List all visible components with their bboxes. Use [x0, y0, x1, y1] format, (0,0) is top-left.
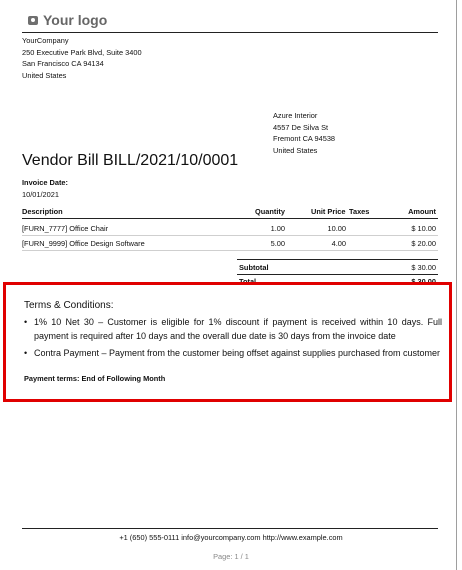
camera-icon [28, 16, 38, 25]
company-logo [28, 12, 107, 28]
row-2-amount: $ 20.00 [411, 239, 436, 248]
page-edge [456, 0, 457, 570]
partner-city: Fremont CA 94538 [273, 134, 336, 143]
totals-top-rule [237, 259, 438, 260]
row-2-description: [FURN_9999] Office Design Software [22, 239, 145, 248]
invoice-date-value: 10/01/2021 [22, 190, 59, 199]
partner-country: United States [273, 145, 318, 155]
row-divider [22, 235, 438, 236]
partner-street: 4557 De Silva St [273, 122, 329, 132]
payment-terms: Payment terms: End of Following Month [24, 374, 166, 383]
subtotal-rule [237, 274, 438, 275]
col-header-quantity: Quantity [255, 207, 285, 216]
company-street: 250 Executive Park Blvd, Suite 3400 [22, 47, 142, 57]
company-name: YourCompany [22, 36, 69, 45]
table-header-rule [22, 218, 438, 219]
company-city: San Francisco CA 94134 [22, 59, 104, 68]
header-rule [22, 32, 438, 33]
terms-title: Terms & Conditions: [24, 300, 114, 311]
terms-highlight-box [3, 282, 452, 402]
partner-address [273, 110, 335, 156]
row-2-unit-price: 4.00 [331, 239, 346, 248]
subtotal-value: $ 30.00 [411, 263, 436, 272]
terms-item: • 1% 10 Net 30 – Customer is eligible for 1% discount if payment is received within 10 days. Full payment is required after 10 days and the overall due date is 30 days from the invoice date [24, 315, 442, 343]
row-2-quantity: 5.00 [270, 239, 285, 248]
subtotal-label: Subtotal [239, 263, 269, 272]
row-1-quantity: 1.00 [270, 224, 285, 233]
terms-item: • Contra Payment – Payment from the customer being offset against supplies purchased from customer [24, 346, 442, 360]
row-1-unit-price: 10.00 [327, 224, 346, 233]
page-number: Page: 1 / 1 [213, 552, 249, 561]
logo-text: Your logo [43, 12, 108, 28]
invoice-date-label: Invoice Date: [22, 178, 69, 187]
col-header-taxes: Taxes [349, 207, 370, 216]
document-title: Vendor Bill BILL/2021/10/0001 [22, 152, 239, 169]
terms-list [24, 315, 442, 363]
col-header-description: Description [22, 207, 63, 216]
row-1-description: [FURN_7777] Office Chair [22, 224, 109, 233]
col-header-unit-price: Unit Price [311, 207, 346, 216]
col-header-amount: Amount [408, 207, 436, 216]
partner-name: Azure Interior [273, 111, 318, 120]
footer-contact: +1 (650) 555-0111 info@yourcompany.com http://www.example.com [119, 533, 343, 542]
row-1-amount: $ 10.00 [411, 224, 436, 233]
row-divider [22, 250, 438, 251]
company-country: United States [22, 70, 67, 80]
footer-rule [22, 528, 438, 529]
company-address [22, 35, 142, 81]
